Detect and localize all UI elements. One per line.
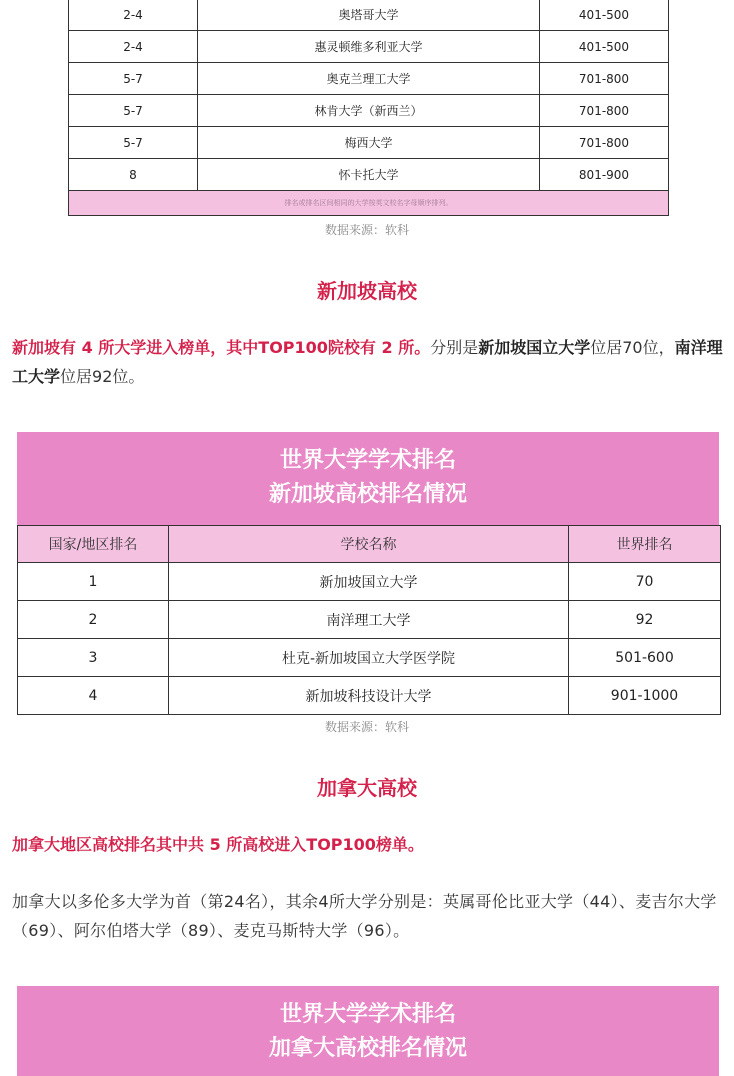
- table-row: [18, 563, 721, 601]
- canada-intro-paragraph: 加拿大以多伦多大学为首（第24名），其余4所大学分别是：英属哥伦比亚大学（44）、麦吉尔大学（69）、阿尔伯塔大学（89）、麦克马斯特大学（96）。: [12, 892, 717, 940]
- table-header-row: [18, 526, 721, 563]
- header-world-rank: 世界排名: [569, 526, 721, 563]
- world-rank-cell: 92: [569, 601, 721, 639]
- world-rank-cell: 701-800: [540, 63, 669, 95]
- nz-data-source: 数据来源：软科: [324, 223, 409, 237]
- canada-section-title: 加拿大高校: [317, 776, 417, 800]
- world-rank-cell: 701-800: [540, 95, 669, 127]
- para-text: 位居92位。: [60, 367, 145, 386]
- world-rank-cell: 401-500: [540, 0, 669, 31]
- banner-line-2: 加拿大高校排名情况: [268, 1036, 467, 1061]
- singapore-highlight: 新加坡有 4 所大学进入榜单，其中TOP100院校有 2 所。: [12, 338, 431, 357]
- world-rank-cell: 901-1000: [569, 677, 721, 715]
- para-bold-school: 新加坡国立大学: [478, 338, 591, 357]
- world-rank-cell: 501-600: [569, 639, 721, 677]
- table-row: [18, 601, 721, 639]
- table-row: [18, 639, 721, 677]
- school-cell: 怀卡托大学: [198, 159, 540, 191]
- table-note: 排名或排名区间相同的大学按英文校名字母顺序排列。: [69, 191, 669, 216]
- singapore-section-title: 新加坡高校: [317, 279, 417, 303]
- school-cell: 惠灵顿维多利亚大学: [198, 31, 540, 63]
- school-cell: 梅西大学: [198, 127, 540, 159]
- canada-highlight-paragraph: [12, 830, 724, 859]
- school-cell: 林肯大学（新西兰）: [198, 95, 540, 127]
- table-row: [18, 677, 721, 715]
- banner-line-1: 世界大学学术排名: [279, 1002, 456, 1027]
- singapore-data-source: 数据来源：软科: [324, 720, 409, 734]
- para-text: 位居70位，: [590, 338, 675, 357]
- world-rank-cell: 70: [569, 563, 721, 601]
- table-note-row: [69, 191, 669, 216]
- table-row: [69, 63, 669, 95]
- school-cell: 新加坡国立大学: [169, 563, 569, 601]
- singapore-table-banner: [17, 432, 719, 525]
- singapore-ranking-table: [17, 525, 721, 715]
- school-cell: 杜克-新加坡国立大学医学院: [169, 639, 569, 677]
- table-row: [69, 95, 669, 127]
- para-text: 分别是: [430, 338, 479, 357]
- nz-ranking-table: [68, 0, 669, 216]
- rank-cell: 5-7: [69, 63, 198, 95]
- banner-line-2: 新加坡高校排名情况: [268, 482, 467, 507]
- rank-cell: 8: [69, 159, 198, 191]
- world-rank-cell: 701-800: [540, 127, 669, 159]
- table-row: [69, 127, 669, 159]
- rank-cell: 3: [18, 639, 169, 677]
- world-rank-cell: 801-900: [540, 159, 669, 191]
- rank-cell: 2: [18, 601, 169, 639]
- banner-line-1: 世界大学学术排名: [279, 448, 456, 473]
- rank-cell: 2-4: [69, 31, 198, 63]
- rank-cell: 2-4: [69, 0, 198, 31]
- canada-table-banner: [17, 986, 719, 1076]
- header-country-rank: 国家/地区排名: [18, 526, 169, 563]
- school-cell: 新加坡科技设计大学: [169, 677, 569, 715]
- para-bold-school: 南洋理工大学: [12, 338, 723, 386]
- rank-cell: 4: [18, 677, 169, 715]
- school-cell: 南洋理工大学: [169, 601, 569, 639]
- canada-highlight: 加拿大地区高校排名其中共 5 所高校进入TOP100榜单。: [12, 835, 424, 854]
- table-row: [69, 31, 669, 63]
- table-row: [69, 159, 669, 191]
- school-cell: 奥克兰理工大学: [198, 63, 540, 95]
- rank-cell: 5-7: [69, 95, 198, 127]
- world-rank-cell: 401-500: [540, 31, 669, 63]
- school-cell: 奥塔哥大学: [198, 0, 540, 31]
- rank-cell: 1: [18, 563, 169, 601]
- header-school-name: 学校名称: [169, 526, 569, 563]
- singapore-intro-paragraph: [12, 333, 724, 391]
- table-row: [69, 0, 669, 31]
- rank-cell: 5-7: [69, 127, 198, 159]
